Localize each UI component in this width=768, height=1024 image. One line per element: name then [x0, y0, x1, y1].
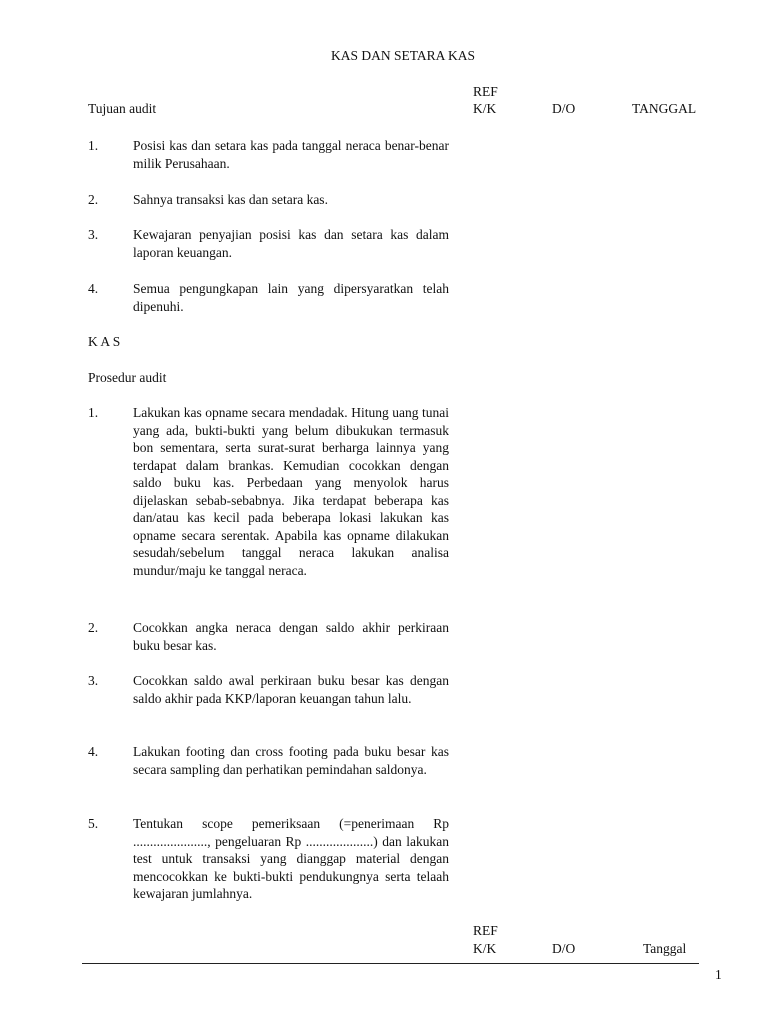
procedure-number: 4. [88, 744, 99, 759]
objective-text: Sahnya transaksi kas dan setara kas. [133, 192, 328, 207]
tujuan-audit-label: Tujuan audit [88, 101, 157, 116]
kk-label: K/K [473, 101, 497, 116]
procedure-text: Cocokkan angka neraca dengan saldo akhir perkiraan buku besar kas. [133, 620, 449, 653]
objective-number: 2. [88, 192, 99, 207]
footer-tanggal-label: Tanggal [643, 941, 687, 956]
footer-kk-label: K/K [473, 941, 497, 956]
footer-ref-label: REF [473, 923, 498, 938]
procedure-text: Tentukan scope pemeriksaan (=penerimaan Rp ......................, pengeluaran Rp ....................) dan lakukan test untuk transaksi yang dianggap material dengan mencocokkan ke bukti-bukti pendukungnya serta telaah kewajaran jumlahnya. [133, 816, 449, 901]
objective-number: 4. [88, 281, 99, 296]
objective-number: 1. [88, 138, 99, 153]
procedure-number: 5. [88, 816, 99, 831]
objective-text: Posisi kas dan setara kas pada tanggal neraca benar-benar milik Perusahaan. [133, 138, 449, 171]
do-label: D/O [552, 101, 576, 116]
footer-do-label: D/O [552, 941, 576, 956]
ref-label: REF [473, 84, 498, 99]
procedure-text: Cocokkan saldo awal perkiraan buku besar kas dengan saldo akhir pada KKP/laporan keuangan tahun lalu. [133, 673, 449, 706]
tanggal-label: TANGGAL [632, 101, 697, 116]
page-number: 1 [715, 967, 722, 982]
objective-text: Semua pengungkapan lain yang dipersyaratkan telah dipenuhi. [133, 281, 449, 314]
procedure-text: Lakukan footing dan cross footing pada buku besar kas secara sampling dan perhatikan pemindahan saldonya. [133, 744, 449, 777]
document-title: KAS DAN SETARA KAS [330, 48, 476, 63]
procedure-text: Lakukan kas opname secara mendadak. Hitung uang tunai yang ada, bukti-bukti yang belum dibukukan termasuk bon sementara, serta surat-surat berharga lainnya yang terdapat dalam brankas. Kemudian cocokkan dengan saldo buku kas. Perbedaan yang menyolok harus dijelaskan sebab-sebabnya. Jika terdapat beberapa kas dan/atau kas kecil pada beberapa lokasi lakukan kas opname secara serentak. Apabila kas opname dilakukan sesudah/sebelum tanggal neraca lakukan analisa mundur/maju ke tanggal neraca. [133, 405, 449, 578]
procedure-number: 1. [88, 405, 99, 420]
objective-number: 3. [88, 227, 99, 242]
objective-text: Kewajaran penyajian posisi kas dan setara kas dalam laporan keuangan. [133, 227, 449, 260]
procedure-number: 2. [88, 620, 99, 635]
section-kas-heading: K A S [88, 334, 121, 349]
footer-divider [82, 963, 699, 964]
prosedur-audit-label: Prosedur audit [88, 370, 167, 385]
procedure-number: 3. [88, 673, 99, 688]
